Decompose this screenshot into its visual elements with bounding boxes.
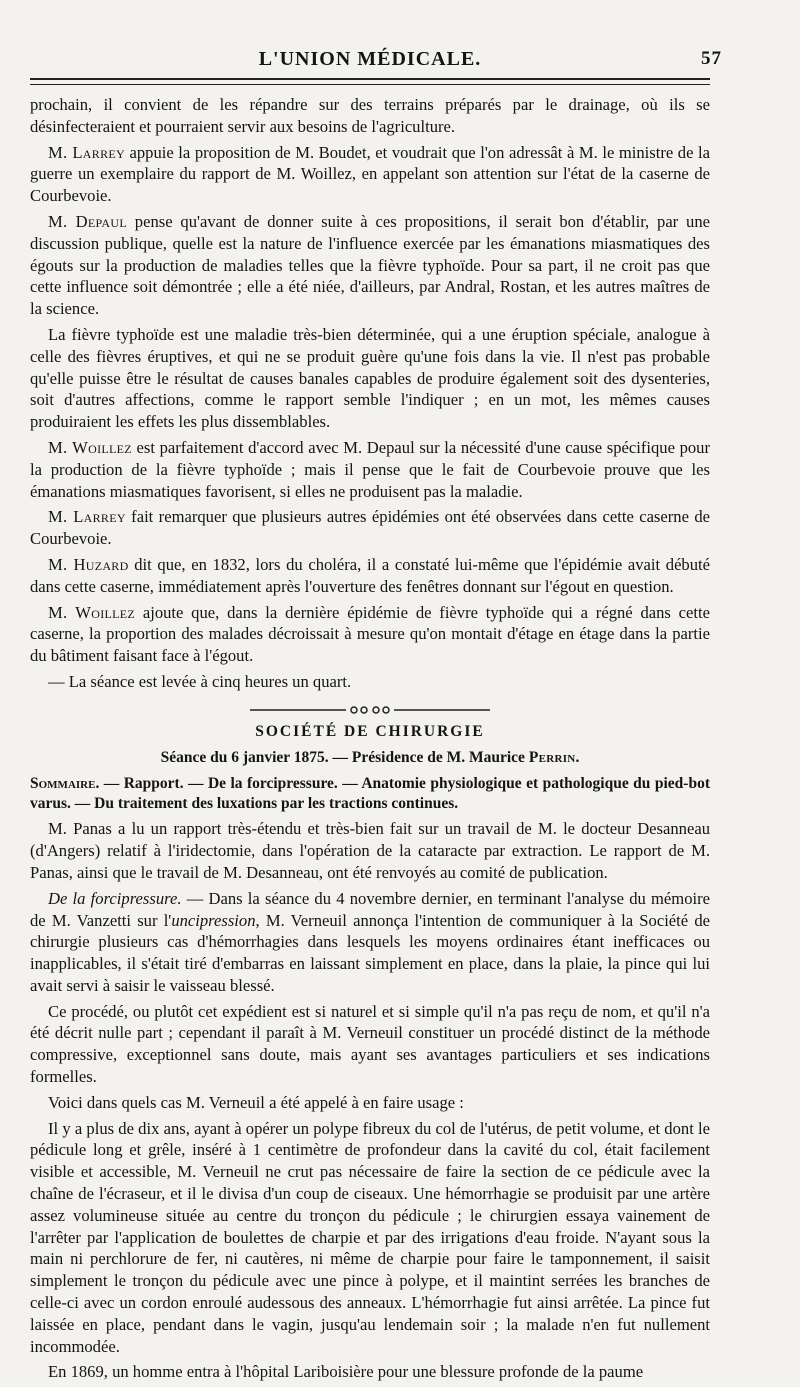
paragraph: prochain, il convient de les répandre sur des terrains préparés par le drainage, où ils se désinfecteraient et pourraient servir aux besoins de l'agriculture. [30, 95, 710, 136]
paragraph: Voici dans quels cas M. Verneuil a été appelé à en faire usage : [48, 1092, 464, 1112]
speaker-name: M. Woillez [48, 437, 132, 457]
speaker-name: M. Huzard [48, 554, 129, 574]
page-number: 57 [701, 48, 722, 69]
header-rule-thin [30, 84, 710, 85]
section-title: SOCIÉTÉ DE CHIRURGIE [255, 722, 485, 740]
paragraph: M. Panas a lu un rapport très-étendu et très-bien fait sur un travail de M. le docteur Desanneau (d'Angers) relatif à l'iridectomie, dans l'opération de la cataracte par extraction. Le rapport de M. Panas, ainsi que le travail de M. Desanneau, ont été renvoyés au comité de publication. [30, 819, 710, 882]
summary-label: Sommaire. [30, 775, 100, 793]
running-title: L'UNION MÉDICALE. [258, 48, 482, 70]
section-ornament [30, 701, 710, 715]
speaker-name: M. Depaul [48, 211, 127, 231]
paragraph: De la forcipressure. — Dans la séance du 4 novembre dernier, en terminant l'analyse du mémoire de M. Vanzetti sur l'uncipression, M. Verneuil annonça l'intention de communiquer à la Société de chirurgie plusieurs cas d'hémorrhagies dans lesquels les moyens ordinaires étant inefficaces ou inapplicables, il s'était tiré d'embarras en laissant simplement en place, dans la plaie, la pince qui lui avait servi à saisir le vaisseau blessé. [30, 888, 711, 995]
summary: Sommaire. — Rapport. — De la forcipressure. — Anatomie physiologique et pathologique du pied-bot varus. — Du traitement des luxations par les tractions continues. [30, 775, 710, 813]
paragraph: Ce procédé, ou plutôt cet expédient est si naturel et si simple qu'il n'a pas reçu de nom, et qu'il n'a été décrit nulle part ; cependant il paraît à M. Verneuil constituer un procédé distinct de la méthode compressive, exceptionnel sans doute, mais ayant ses avantages particuliers et ses indications formelles. [30, 1001, 710, 1087]
speaker-name: M. Woillez [48, 602, 136, 622]
paragraph: — La séance est levée à cinq heures un quart. [48, 671, 352, 691]
article-body [30, 94, 710, 1387]
speaker-name: M. Larrey [48, 142, 125, 162]
paragraph: En 1869, un homme entra à l'hôpital Lariboisière pour une blessure profonde de la paume [48, 1362, 644, 1382]
paragraph: M. Depaul pense qu'avant de donner suite à ces propositions, il serait bon d'établir, par une discussion publique, quelle est la nature de l'influence exercée par les émanations miasmatiques des égouts sur la production de maladies telles que la fièvre typhoïde. Pour sa part, il ne croit pas que cette influence soit démontrée ; elle a été niée, d'ailleurs, par Andral, Rostan, et les autres maîtres de la science. [30, 211, 710, 319]
paragraph: Il y a plus de dix ans, ayant à opérer un polype fibreux du col de l'utérus, de petit volume, et dont le pédicule long et grêle, inséré à 1 centimètre de profondeur dans la cavité du col, était facilement visible et accessible, M. Verneuil ne crut pas nécessaire de faire la section de ce pédicule avec la chaîne de l'écraseur, et il le divisa d'un coup de ciseaux. Une hémorrhagie se produisit par une artère assez volumineuse située au centre du tronçon du pédicule ; le chirurgien essaya vainement de l'arrêter par l'application de boulettes de charpie et par des irrigations d'eau froide. N'ayant sous la main ni perchlorure de fer, ni cautères, ni même de charpie pour faire le tamponnement, il saisit simplement le tronçon du pédicule avec une pince à polype, et il maintint serrées les branches de celle-ci avec un cordon enroulé audessous des anneaux. L'hémorrhagie fut ainsi arrêtée. La pince fut laissée en place, pendant dans le vagin, jusqu'au lendemain soir ; la malade n'en fut nullement incommodée. [30, 1118, 710, 1356]
paragraph: M. Woillez est parfaitement d'accord avec M. Depaul sur la nécessité d'une cause spécifique pour la production de la fièvre typhoïde ; mais il pense que le fait de Courbevoie prouve que les émanations miasmatiques favorisent, si elles ne produisent pas la maladie. [30, 437, 710, 501]
paragraph: M. Woillez ajoute que, dans la dernière épidémie de fièvre typhoïde qui a régné dans cette caserne, la proportion des malades décroissait à mesure qu'on montait d'étage en étage dans la partie du bâtiment faisant face à l'égout. [30, 602, 710, 666]
paragraph: M. Huzard dit que, en 1832, lors du choléra, il a constaté lui-même que l'épidémie avait débuté dans cette caserne, immédiatement après l'ouverture des fenêtres donnant sur l'égout en question. [30, 554, 711, 596]
paragraph: M. Larrey appuie la proposition de M. Boudet, et voudrait que l'on adressât à M. le ministre de la guerre un exemplaire du rapport de M. Woillez, en appelant son attention sur l'état de la caserne de Courbevoie. [30, 142, 710, 206]
ornament-rule-icon [250, 703, 490, 717]
subsection-lead: De la forcipressure. [48, 888, 182, 908]
paragraph: M. Larrey fait remarquer que plusieurs autres épidémies ont été observées dans cette caserne de Courbevoie. [30, 507, 710, 549]
session-line: Séance du 6 janvier 1875. — Présidence de M. Maurice Perrin. [160, 748, 580, 766]
speaker-name: M. Larrey [48, 507, 126, 527]
paragraph: La fièvre typhoïde est une maladie très-bien déterminée, qui a une éruption spéciale, analogue à celle des fièvres éruptives, et qui ne se produit guère qu'une fois dans la vie. Il n'est pas probable qu'elle puisse être le résultat de causes banales capables de produire également soit des dysenteries, soit d'autres affections, comme le rapport semble l'indiquer ; en un mot, les mêmes causes produiraient les effets les plus dissemblables. [30, 324, 710, 432]
header-rule [30, 78, 710, 80]
page-header [30, 48, 722, 74]
